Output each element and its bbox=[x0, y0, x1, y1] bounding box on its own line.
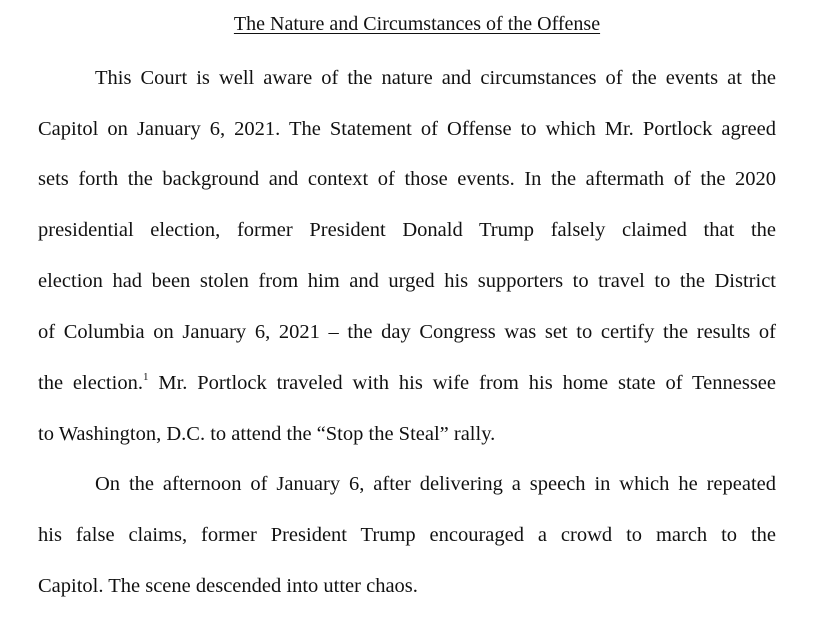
paragraph-1-line-6: of Columbia on January 6, 2021 – the day Congress was set to certify the results of bbox=[38, 321, 776, 343]
line-7-text-before: the election. bbox=[38, 372, 143, 394]
paragraph-1-line-4: presidential election, former President Donald Trump falsely claimed that the bbox=[38, 219, 776, 241]
line-7-text-after: Mr. Portlock traveled with his wife from his home state of Tennessee bbox=[148, 372, 776, 394]
paragraph-1-line-2: Capitol on January 6, 2021. The Statement of Offense to which Mr. Portlock agreed bbox=[38, 118, 776, 140]
paragraph-1-line-8: to Washington, D.C. to attend the “Stop the Steal” rally. bbox=[38, 423, 496, 445]
paragraph-1-line-5: election had been stolen from him and urged his supporters to travel to the District bbox=[38, 270, 776, 292]
paragraph-2-line-3: Capitol. The scene descended into utter chaos. bbox=[38, 575, 418, 597]
paragraph-2-line-2: his false claims, former President Trump encouraged a crowd to march to the bbox=[38, 524, 776, 546]
footnote-marker[interactable]: 1 bbox=[142, 371, 149, 384]
section-heading: The Nature and Circumstances of the Offense bbox=[233, 13, 601, 35]
paragraph-1-line-3: sets forth the background and context of those events. In the aftermath of the 2020 bbox=[38, 168, 776, 190]
paragraph-1-line-1: This Court is well aware of the nature and circumstances of the events at the bbox=[95, 67, 776, 89]
paragraph-2-line-1: On the afternoon of January 6, after delivering a speech in which he repeated bbox=[95, 473, 776, 495]
paragraph-1-line-7 bbox=[38, 369, 776, 397]
